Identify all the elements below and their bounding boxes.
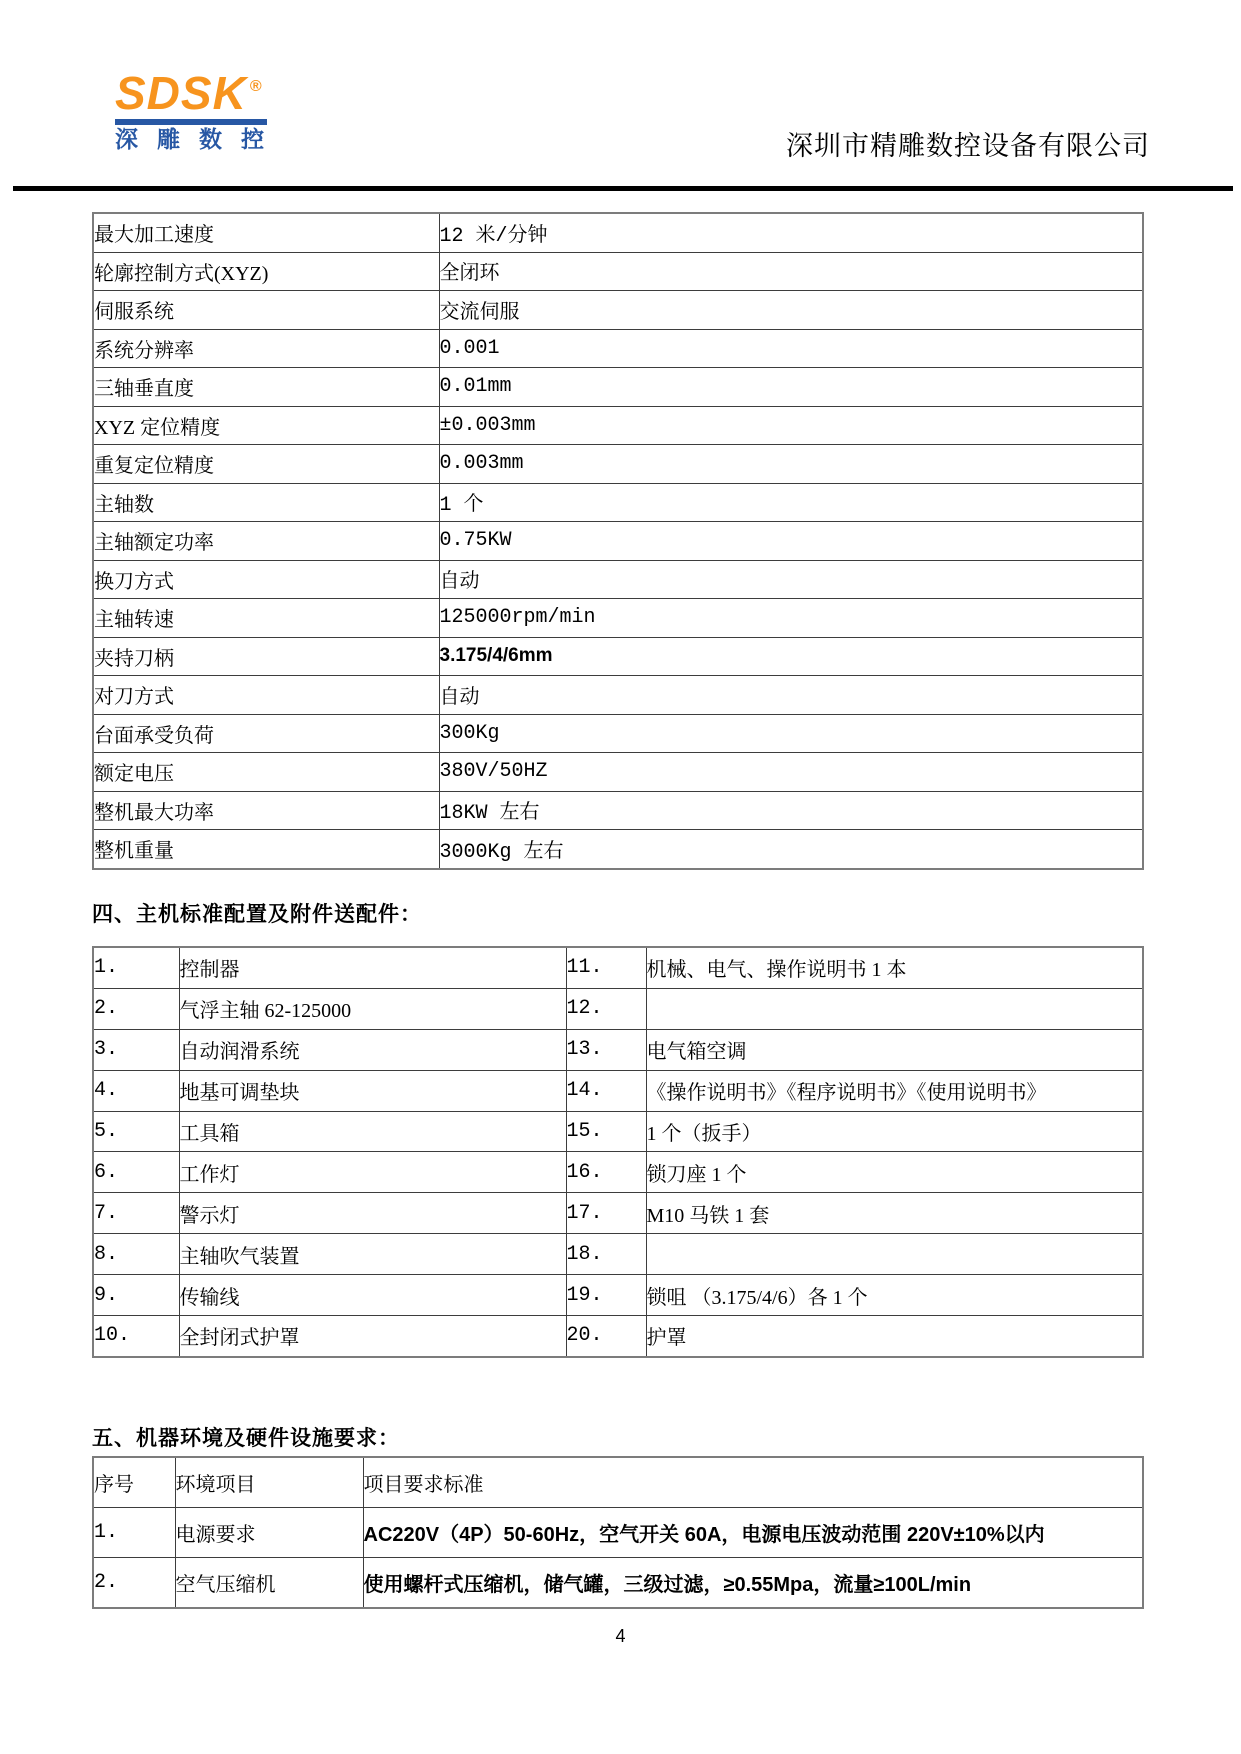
config-item-cell: 机械、电气、操作说明书 1 本 — [646, 947, 1143, 988]
spec-label-cell: 最大加工速度 — [93, 213, 439, 252]
config-item-cell: 锁咀 （3.175/4/6）各 1 个 — [646, 1275, 1143, 1316]
config-num-cell: 12. — [566, 988, 646, 1029]
config-num-cell: 19. — [566, 1275, 646, 1316]
spec-label-cell: 额定电压 — [93, 753, 439, 792]
config-item-cell: 警示灯 — [179, 1193, 566, 1234]
config-item-cell: 地基可调垫块 — [179, 1070, 566, 1111]
section5-title: 五、机器环境及硬件设施要求： — [92, 1427, 400, 1450]
page-number: 4 — [615, 1626, 626, 1646]
spec-table-body — [93, 213, 1143, 869]
spec-label-cell: 系统分辨率 — [93, 329, 439, 368]
spec-label-cell: 轮廓控制方式(XYZ) — [93, 252, 439, 291]
config-row — [93, 1111, 1143, 1152]
config-row — [93, 1275, 1143, 1316]
config-num-cell: 5. — [93, 1111, 179, 1152]
registered-trademark-icon: ® — [249, 78, 263, 95]
config-num-cell: 10. — [93, 1316, 179, 1357]
env-row — [93, 1508, 1143, 1558]
env-header-row — [93, 1457, 1143, 1508]
spec-value-cell: 0.001 — [439, 329, 1143, 368]
config-num-cell: 20. — [566, 1316, 646, 1357]
brand-wordmark — [115, 67, 283, 119]
spec-row — [93, 560, 1143, 599]
config-item-cell: 全封闭式护罩 — [179, 1316, 566, 1357]
config-table-body — [93, 947, 1143, 1357]
config-item-cell: 控制器 — [179, 947, 566, 988]
env-header-num: 序号 — [93, 1457, 175, 1508]
spec-label-cell: 换刀方式 — [93, 560, 439, 599]
spec-label-cell: 主轴转速 — [93, 599, 439, 638]
logo-underline — [115, 119, 267, 125]
config-row — [93, 947, 1143, 988]
config-row — [93, 988, 1143, 1029]
spec-value-cell: 125000rpm/min — [439, 599, 1143, 638]
spec-row — [93, 368, 1143, 407]
config-num-cell: 13. — [566, 1029, 646, 1070]
config-item-cell: M10 马铁 1 套 — [646, 1193, 1143, 1234]
config-num-cell: 15. — [566, 1111, 646, 1152]
env-req-cell: 使用螺杆式压缩机，储气罐，三级过滤，≥0.55Mpa，流量≥100L/min — [363, 1558, 1143, 1609]
spec-row — [93, 714, 1143, 753]
spec-value-cell: 0.75KW — [439, 522, 1143, 561]
config-row — [93, 1234, 1143, 1275]
env-num-cell: 1. — [93, 1508, 175, 1558]
config-row — [93, 1152, 1143, 1193]
spec-label-cell: 整机最大功率 — [93, 791, 439, 830]
spec-value-cell: 12 米/分钟 — [439, 213, 1143, 252]
spec-row — [93, 676, 1143, 715]
company-name: 深圳市精雕数控设备有限公司 — [786, 131, 1150, 161]
spec-row — [93, 445, 1143, 484]
spec-label-cell: 重复定位精度 — [93, 445, 439, 484]
spec-value-cell: 0.01mm — [439, 368, 1143, 407]
env-table-body — [93, 1457, 1143, 1608]
config-num-cell: 3. — [93, 1029, 179, 1070]
env-header-item: 环境项目 — [175, 1457, 363, 1508]
spec-value-cell: 自动 — [439, 676, 1143, 715]
config-item-cell: 自动润滑系统 — [179, 1029, 566, 1070]
header-rule — [13, 186, 1233, 191]
config-item-cell: 传输线 — [179, 1275, 566, 1316]
env-table — [92, 1456, 1144, 1609]
spec-row — [93, 753, 1143, 792]
spec-value-cell: 380V/50HZ — [439, 753, 1143, 792]
config-num-cell: 2. — [93, 988, 179, 1029]
config-item-cell: 锁刀座 1 个 — [646, 1152, 1143, 1193]
env-item-cell: 电源要求 — [175, 1508, 363, 1558]
config-item-cell: 工作灯 — [179, 1152, 566, 1193]
section4-title: 四、主机标准配置及附件送配件： — [92, 903, 422, 926]
spec-row — [93, 637, 1143, 676]
spec-value-cell: 3.175/4/6mm — [439, 637, 1143, 676]
spec-label-cell: XYZ 定位精度 — [93, 406, 439, 445]
brand-text: SDSK — [115, 67, 247, 119]
config-item-cell: 《操作说明书》《程序说明书》《使用说明书》 — [646, 1070, 1143, 1111]
spec-table — [92, 212, 1144, 870]
spec-row — [93, 329, 1143, 368]
config-item-cell: 气浮主轴 62-125000 — [179, 988, 566, 1029]
spec-row — [93, 830, 1143, 869]
config-item-cell: 工具箱 — [179, 1111, 566, 1152]
spec-label-cell: 伺服系统 — [93, 291, 439, 330]
env-header-req: 项目要求标准 — [363, 1457, 1143, 1508]
config-item-cell: 护罩 — [646, 1316, 1143, 1357]
spec-value-cell: 自动 — [439, 560, 1143, 599]
spec-label-cell: 对刀方式 — [93, 676, 439, 715]
config-item-cell — [646, 1234, 1143, 1275]
config-num-cell: 8. — [93, 1234, 179, 1275]
config-num-cell: 18. — [566, 1234, 646, 1275]
env-item-cell: 空气压缩机 — [175, 1558, 363, 1609]
spec-row — [93, 599, 1143, 638]
spec-value-cell: 18KW 左右 — [439, 791, 1143, 830]
config-num-cell: 1. — [93, 947, 179, 988]
spec-row — [93, 483, 1143, 522]
spec-value-cell: 300Kg — [439, 714, 1143, 753]
config-item-cell — [646, 988, 1143, 1029]
config-row — [93, 1029, 1143, 1070]
config-row — [93, 1193, 1143, 1234]
env-num-cell: 2. — [93, 1558, 175, 1609]
spec-label-cell: 主轴额定功率 — [93, 522, 439, 561]
spec-row — [93, 291, 1143, 330]
config-num-cell: 6. — [93, 1152, 179, 1193]
spec-label-cell: 整机重量 — [93, 830, 439, 869]
config-row — [93, 1070, 1143, 1111]
spec-value-cell: ±0.003mm — [439, 406, 1143, 445]
config-item-cell: 电气箱空调 — [646, 1029, 1143, 1070]
config-table — [92, 946, 1144, 1358]
config-item-cell: 主轴吹气装置 — [179, 1234, 566, 1275]
env-row — [93, 1558, 1143, 1609]
config-num-cell: 9. — [93, 1275, 179, 1316]
spec-label-cell: 台面承受负荷 — [93, 714, 439, 753]
config-row — [93, 1316, 1143, 1357]
config-num-cell: 4. — [93, 1070, 179, 1111]
spec-row — [93, 522, 1143, 561]
config-num-cell: 14. — [566, 1070, 646, 1111]
spec-value-cell: 交流伺服 — [439, 291, 1143, 330]
spec-row — [93, 791, 1143, 830]
spec-label-cell: 夹持刀柄 — [93, 637, 439, 676]
env-req-cell: AC220V（4P）50-60Hz，空气开关 60A，电源电压波动范围 220V±10%以内 — [363, 1508, 1143, 1558]
spec-value-cell: 1 个 — [439, 483, 1143, 522]
config-num-cell: 11. — [566, 947, 646, 988]
spec-row — [93, 252, 1143, 291]
spec-label-cell: 三轴垂直度 — [93, 368, 439, 407]
brand-logo — [115, 67, 283, 152]
brand-subtitle: 深雕数控 — [115, 126, 283, 152]
spec-value-cell: 0.003mm — [439, 445, 1143, 484]
spec-value-cell: 3000Kg 左右 — [439, 830, 1143, 869]
spec-row — [93, 406, 1143, 445]
config-item-cell: 1 个（扳手） — [646, 1111, 1143, 1152]
spec-row — [93, 213, 1143, 252]
spec-label-cell: 主轴数 — [93, 483, 439, 522]
config-num-cell: 17. — [566, 1193, 646, 1234]
spec-value-cell: 全闭环 — [439, 252, 1143, 291]
config-num-cell: 7. — [93, 1193, 179, 1234]
config-num-cell: 16. — [566, 1152, 646, 1193]
